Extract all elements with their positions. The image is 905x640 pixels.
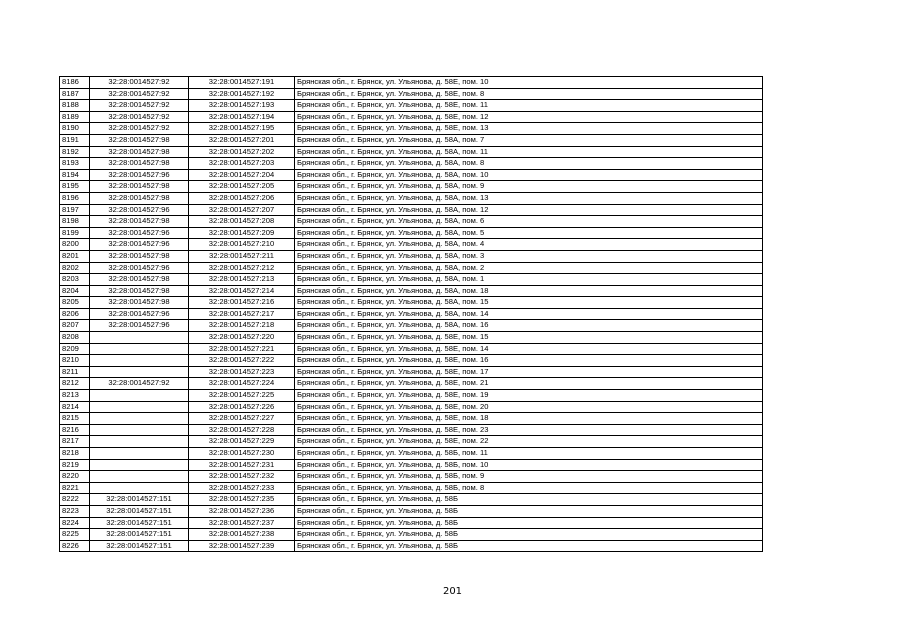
row-number-cell: 8188 [60, 100, 90, 112]
parent-cadastral-cell: 32:28:0014527:92 [90, 123, 189, 135]
parent-cadastral-cell [90, 424, 189, 436]
cadastral-number-cell: 32:28:0014527:218 [189, 320, 295, 332]
cadastral-number-cell: 32:28:0014527:208 [189, 216, 295, 228]
table-row [60, 366, 763, 378]
address-cell: Брянская обл., г. Брянск, ул. Ульянова, д. 58А, пом. 11 [295, 146, 763, 158]
cadastral-number-cell: 32:28:0014527:232 [189, 471, 295, 483]
row-number-cell: 8197 [60, 204, 90, 216]
parent-cadastral-cell: 32:28:0014527:92 [90, 378, 189, 390]
cadastral-number-cell: 32:28:0014527:209 [189, 227, 295, 239]
cadastral-number-cell: 32:28:0014527:226 [189, 401, 295, 413]
table-row [60, 192, 763, 204]
parent-cadastral-cell: 32:28:0014527:92 [90, 88, 189, 100]
row-number-cell: 8201 [60, 250, 90, 262]
cadastral-number-cell: 32:28:0014527:205 [189, 181, 295, 193]
parent-cadastral-cell [90, 448, 189, 460]
row-number-cell: 8220 [60, 471, 90, 483]
cadastral-number-cell: 32:28:0014527:213 [189, 274, 295, 286]
row-number-cell: 8219 [60, 459, 90, 471]
table-row [60, 134, 763, 146]
address-cell: Брянская обл., г. Брянск, ул. Ульянова, д. 58Е, пом. 13 [295, 123, 763, 135]
address-cell: Брянская обл., г. Брянск, ул. Ульянова, д. 58Б [295, 529, 763, 541]
row-number-cell: 8202 [60, 262, 90, 274]
address-cell: Брянская обл., г. Брянск, ул. Ульянова, д. 58Б [295, 540, 763, 552]
table-row [60, 505, 763, 517]
table-row [60, 424, 763, 436]
table-row [60, 471, 763, 483]
parent-cadastral-cell: 32:28:0014527:151 [90, 540, 189, 552]
cadastral-number-cell: 32:28:0014527:216 [189, 297, 295, 309]
address-cell: Брянская обл., г. Брянск, ул. Ульянова, д. 58Е, пом. 22 [295, 436, 763, 448]
parent-cadastral-cell: 32:28:0014527:96 [90, 262, 189, 274]
cadastral-number-cell: 32:28:0014527:235 [189, 494, 295, 506]
table-row [60, 390, 763, 402]
address-cell: Брянская обл., г. Брянск, ул. Ульянова, д. 58Е, пом. 19 [295, 390, 763, 402]
parent-cadastral-cell: 32:28:0014527:98 [90, 285, 189, 297]
registry-table-body [60, 77, 763, 552]
table-row [60, 297, 763, 309]
parent-cadastral-cell: 32:28:0014527:151 [90, 529, 189, 541]
table-row [60, 529, 763, 541]
row-number-cell: 8191 [60, 134, 90, 146]
address-cell: Брянская обл., г. Брянск, ул. Ульянова, д. 58Е, пом. 15 [295, 332, 763, 344]
row-number-cell: 8223 [60, 505, 90, 517]
table-row [60, 250, 763, 262]
parent-cadastral-cell: 32:28:0014527:96 [90, 227, 189, 239]
row-number-cell: 8224 [60, 517, 90, 529]
address-cell: Брянская обл., г. Брянск, ул. Ульянова, д. 58Б [295, 494, 763, 506]
table-row [60, 401, 763, 413]
row-number-cell: 8186 [60, 77, 90, 89]
cadastral-number-cell: 32:28:0014527:210 [189, 239, 295, 251]
address-cell: Брянская обл., г. Брянск, ул. Ульянова, д. 58Е, пом. 10 [295, 77, 763, 89]
row-number-cell: 8208 [60, 332, 90, 344]
cadastral-number-cell: 32:28:0014527:192 [189, 88, 295, 100]
parent-cadastral-cell [90, 401, 189, 413]
cadastral-number-cell: 32:28:0014527:229 [189, 436, 295, 448]
table-row [60, 216, 763, 228]
address-cell: Брянская обл., г. Брянск, ул. Ульянова, д. 58Е, пом. 14 [295, 343, 763, 355]
row-number-cell: 8203 [60, 274, 90, 286]
row-number-cell: 8196 [60, 192, 90, 204]
cadastral-number-cell: 32:28:0014527:201 [189, 134, 295, 146]
row-number-cell: 8211 [60, 366, 90, 378]
row-number-cell: 8221 [60, 482, 90, 494]
parent-cadastral-cell [90, 482, 189, 494]
table-row [60, 204, 763, 216]
row-number-cell: 8209 [60, 343, 90, 355]
cadastral-number-cell: 32:28:0014527:212 [189, 262, 295, 274]
parent-cadastral-cell [90, 366, 189, 378]
cadastral-number-cell: 32:28:0014527:204 [189, 169, 295, 181]
row-number-cell: 8218 [60, 448, 90, 460]
parent-cadastral-cell: 32:28:0014527:96 [90, 169, 189, 181]
table-row [60, 239, 763, 251]
cadastral-number-cell: 32:28:0014527:238 [189, 529, 295, 541]
parent-cadastral-cell: 32:28:0014527:98 [90, 297, 189, 309]
parent-cadastral-cell: 32:28:0014527:96 [90, 239, 189, 251]
address-cell: Брянская обл., г. Брянск, ул. Ульянова, д. 58А, пом. 8 [295, 158, 763, 170]
parent-cadastral-cell: 32:28:0014527:98 [90, 192, 189, 204]
cadastral-number-cell: 32:28:0014527:220 [189, 332, 295, 344]
row-number-cell: 8200 [60, 239, 90, 251]
address-cell: Брянская обл., г. Брянск, ул. Ульянова, д. 58Е, пом. 20 [295, 401, 763, 413]
cadastral-number-cell: 32:28:0014527:207 [189, 204, 295, 216]
cadastral-number-cell: 32:28:0014527:203 [189, 158, 295, 170]
address-cell: Брянская обл., г. Брянск, ул. Ульянова, д. 58А, пом. 6 [295, 216, 763, 228]
table-row [60, 227, 763, 239]
table-row [60, 88, 763, 100]
row-number-cell: 8199 [60, 227, 90, 239]
cadastral-number-cell: 32:28:0014527:214 [189, 285, 295, 297]
address-cell: Брянская обл., г. Брянск, ул. Ульянова, д. 58Е, пом. 18 [295, 413, 763, 425]
table-row [60, 482, 763, 494]
cadastral-number-cell: 32:28:0014527:223 [189, 366, 295, 378]
row-number-cell: 8225 [60, 529, 90, 541]
address-cell: Брянская обл., г. Брянск, ул. Ульянова, д. 58Е, пом. 17 [295, 366, 763, 378]
row-number-cell: 8205 [60, 297, 90, 309]
address-cell: Брянская обл., г. Брянск, ул. Ульянова, д. 58Е, пом. 8 [295, 88, 763, 100]
row-number-cell: 8213 [60, 390, 90, 402]
parent-cadastral-cell: 32:28:0014527:98 [90, 181, 189, 193]
page-number: 201 [442, 586, 463, 597]
cadastral-number-cell: 32:28:0014527:239 [189, 540, 295, 552]
address-cell: Брянская обл., г. Брянск, ул. Ульянова, д. 58Е, пом. 12 [295, 111, 763, 123]
row-number-cell: 8215 [60, 413, 90, 425]
parent-cadastral-cell: 32:28:0014527:96 [90, 320, 189, 332]
table-row [60, 123, 763, 135]
address-cell: Брянская обл., г. Брянск, ул. Ульянова, д. 58Б, пом. 10 [295, 459, 763, 471]
table-row [60, 332, 763, 344]
row-number-cell: 8212 [60, 378, 90, 390]
table-row [60, 146, 763, 158]
table-row [60, 308, 763, 320]
address-cell: Брянская обл., г. Брянск, ул. Ульянова, д. 58Б [295, 517, 763, 529]
address-cell: Брянская обл., г. Брянск, ул. Ульянова, д. 58Е, пом. 11 [295, 100, 763, 112]
parent-cadastral-cell: 32:28:0014527:92 [90, 77, 189, 89]
cadastral-number-cell: 32:28:0014527:225 [189, 390, 295, 402]
address-cell: Брянская обл., г. Брянск, ул. Ульянова, д. 58Е, пом. 23 [295, 424, 763, 436]
table-row [60, 169, 763, 181]
row-number-cell: 8206 [60, 308, 90, 320]
cadastral-number-cell: 32:28:0014527:211 [189, 250, 295, 262]
parent-cadastral-cell [90, 390, 189, 402]
address-cell: Брянская обл., г. Брянск, ул. Ульянова, д. 58Е, пом. 16 [295, 355, 763, 367]
address-cell: Брянская обл., г. Брянск, ул. Ульянова, д. 58Б [295, 505, 763, 517]
table-row [60, 111, 763, 123]
table-row [60, 459, 763, 471]
cadastral-number-cell: 32:28:0014527:228 [189, 424, 295, 436]
table-row [60, 378, 763, 390]
table-row [60, 158, 763, 170]
table-row [60, 181, 763, 193]
table-row [60, 274, 763, 286]
row-number-cell: 8222 [60, 494, 90, 506]
table-row [60, 436, 763, 448]
address-cell: Брянская обл., г. Брянск, ул. Ульянова, д. 58Б, пом. 9 [295, 471, 763, 483]
address-cell: Брянская обл., г. Брянск, ул. Ульянова, д. 58А, пом. 9 [295, 181, 763, 193]
parent-cadastral-cell: 32:28:0014527:92 [90, 100, 189, 112]
parent-cadastral-cell: 32:28:0014527:98 [90, 134, 189, 146]
table-row [60, 540, 763, 552]
table-row [60, 343, 763, 355]
cadastral-number-cell: 32:28:0014527:222 [189, 355, 295, 367]
parent-cadastral-cell [90, 332, 189, 344]
row-number-cell: 8194 [60, 169, 90, 181]
cadastral-number-cell: 32:28:0014527:191 [189, 77, 295, 89]
cadastral-number-cell: 32:28:0014527:224 [189, 378, 295, 390]
table-row [60, 320, 763, 332]
parent-cadastral-cell: 32:28:0014527:98 [90, 216, 189, 228]
table-row [60, 413, 763, 425]
address-cell: Брянская обл., г. Брянск, ул. Ульянова, д. 58А, пом. 10 [295, 169, 763, 181]
table-row [60, 494, 763, 506]
cadastral-number-cell: 32:28:0014527:202 [189, 146, 295, 158]
row-number-cell: 8210 [60, 355, 90, 367]
cadastral-number-cell: 32:28:0014527:236 [189, 505, 295, 517]
address-cell: Брянская обл., г. Брянск, ул. Ульянова, д. 58Б, пом. 11 [295, 448, 763, 460]
table-row [60, 77, 763, 89]
cadastral-number-cell: 32:28:0014527:194 [189, 111, 295, 123]
parent-cadastral-cell [90, 471, 189, 483]
address-cell: Брянская обл., г. Брянск, ул. Ульянова, д. 58А, пом. 7 [295, 134, 763, 146]
address-cell: Брянская обл., г. Брянск, ул. Ульянова, д. 58А, пом. 3 [295, 250, 763, 262]
address-cell: Брянская обл., г. Брянск, ул. Ульянова, д. 58Е, пом. 21 [295, 378, 763, 390]
parent-cadastral-cell [90, 413, 189, 425]
address-cell: Брянская обл., г. Брянск, ул. Ульянова, д. 58А, пом. 12 [295, 204, 763, 216]
row-number-cell: 8187 [60, 88, 90, 100]
parent-cadastral-cell: 32:28:0014527:151 [90, 494, 189, 506]
address-cell: Брянская обл., г. Брянск, ул. Ульянова, д. 58А, пом. 14 [295, 308, 763, 320]
row-number-cell: 8207 [60, 320, 90, 332]
table-row [60, 262, 763, 274]
row-number-cell: 8226 [60, 540, 90, 552]
address-cell: Брянская обл., г. Брянск, ул. Ульянова, д. 58А, пом. 16 [295, 320, 763, 332]
parent-cadastral-cell: 32:28:0014527:98 [90, 250, 189, 262]
cadastral-number-cell: 32:28:0014527:237 [189, 517, 295, 529]
parent-cadastral-cell: 32:28:0014527:96 [90, 204, 189, 216]
parent-cadastral-cell: 32:28:0014527:92 [90, 111, 189, 123]
cadastral-number-cell: 32:28:0014527:227 [189, 413, 295, 425]
parent-cadastral-cell [90, 459, 189, 471]
row-number-cell: 8217 [60, 436, 90, 448]
row-number-cell: 8190 [60, 123, 90, 135]
parent-cadastral-cell: 32:28:0014527:98 [90, 146, 189, 158]
address-cell: Брянская обл., г. Брянск, ул. Ульянова, д. 58А, пом. 5 [295, 227, 763, 239]
row-number-cell: 8198 [60, 216, 90, 228]
cadastral-number-cell: 32:28:0014527:206 [189, 192, 295, 204]
cadastral-number-cell: 32:28:0014527:193 [189, 100, 295, 112]
row-number-cell: 8193 [60, 158, 90, 170]
cadastral-number-cell: 32:28:0014527:221 [189, 343, 295, 355]
table-row [60, 285, 763, 297]
parent-cadastral-cell [90, 343, 189, 355]
cadastral-number-cell: 32:28:0014527:233 [189, 482, 295, 494]
parent-cadastral-cell [90, 436, 189, 448]
registry-table [59, 76, 763, 552]
table-row [60, 517, 763, 529]
parent-cadastral-cell: 32:28:0014527:151 [90, 517, 189, 529]
cadastral-number-cell: 32:28:0014527:231 [189, 459, 295, 471]
parent-cadastral-cell: 32:28:0014527:151 [90, 505, 189, 517]
cadastral-number-cell: 32:28:0014527:195 [189, 123, 295, 135]
row-number-cell: 8192 [60, 146, 90, 158]
cadastral-number-cell: 32:28:0014527:230 [189, 448, 295, 460]
cadastral-number-cell: 32:28:0014527:217 [189, 308, 295, 320]
address-cell: Брянская обл., г. Брянск, ул. Ульянова, д. 58А, пом. 4 [295, 239, 763, 251]
row-number-cell: 8214 [60, 401, 90, 413]
address-cell: Брянская обл., г. Брянск, ул. Ульянова, д. 58А, пом. 1 [295, 274, 763, 286]
address-cell: Брянская обл., г. Брянск, ул. Ульянова, д. 58А, пом. 2 [295, 262, 763, 274]
parent-cadastral-cell: 32:28:0014527:96 [90, 308, 189, 320]
table-row [60, 355, 763, 367]
address-cell: Брянская обл., г. Брянск, ул. Ульянова, д. 58А, пом. 18 [295, 285, 763, 297]
table-row [60, 448, 763, 460]
row-number-cell: 8195 [60, 181, 90, 193]
parent-cadastral-cell: 32:28:0014527:98 [90, 158, 189, 170]
parent-cadastral-cell [90, 355, 189, 367]
address-cell: Брянская обл., г. Брянск, ул. Ульянова, д. 58А, пом. 13 [295, 192, 763, 204]
table-row [60, 100, 763, 112]
row-number-cell: 8189 [60, 111, 90, 123]
parent-cadastral-cell: 32:28:0014527:98 [90, 274, 189, 286]
row-number-cell: 8216 [60, 424, 90, 436]
address-cell: Брянская обл., г. Брянск, ул. Ульянова, д. 58А, пом. 15 [295, 297, 763, 309]
row-number-cell: 8204 [60, 285, 90, 297]
address-cell: Брянская обл., г. Брянск, ул. Ульянова, д. 58Б, пом. 8 [295, 482, 763, 494]
